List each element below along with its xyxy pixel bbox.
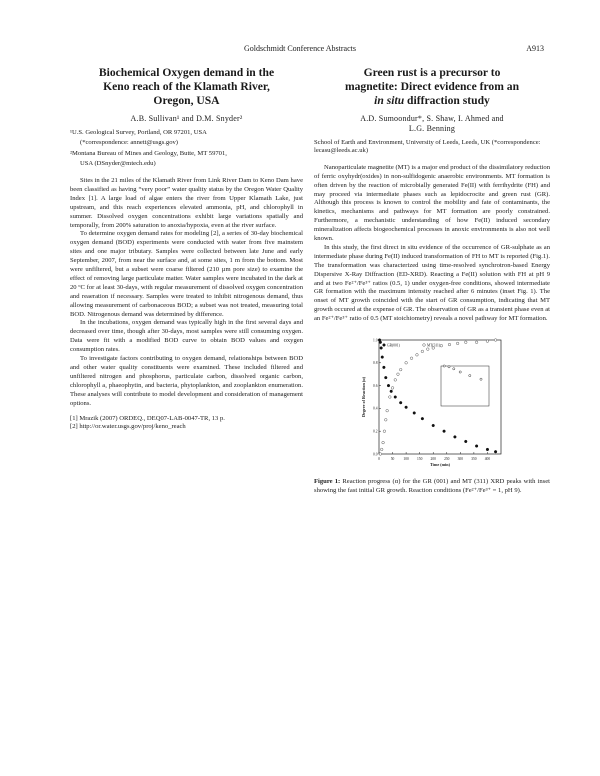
right-paragraph: In this study, the first direct in situ evidence of the occurrence of GR-sulphate as an intermediate phase during Fe(II) induced transformation of FH to MT is reported (Fig.1). The transformation was characterized using time-resolved synchrotron-based Energy Dispersive X-Ray Diffraction (ED-XRD). Reacting a Fe(II) solution with FH at pH 9 and at two Fe²⁺/Fe³⁺ ratios (0.5, 1) under oxygen-free conditions, showed intermediate GR formation with the maximum intensity reached after 6 minutes (inset Fig. 1). The onset of MT growth coincided with the start of GR consumption, indicating that MT growth occured at the expense of GR. The observation of GR as a transient phase even at an Fe²⁺/Fe³⁺ ratio of 0.5 (MT stoichiometry) reveals a novel pathway for MT formation.: [314, 243, 550, 323]
gr-data-point: [399, 402, 402, 405]
inset-frame: [441, 366, 489, 406]
mt-data-point: [383, 430, 386, 433]
mt-data-point: [416, 354, 419, 357]
mt-data-point: [486, 340, 489, 343]
page-number: A913: [526, 44, 544, 53]
gr-data-point: [383, 366, 386, 369]
right-affiliation: School of Earth and Environment, University of Leeds, Leeds, UK (*correspondence: lecasu@leeds.ac.uk): [314, 138, 541, 155]
y-tick-label: 0.6: [373, 384, 378, 389]
mt-data-point: [399, 368, 402, 371]
legend-label: GR(001): [387, 343, 400, 348]
left-title-line: Biochemical Oxygen demand in the: [98, 66, 275, 79]
gr-data-point: [475, 445, 478, 448]
y-tick-label: 0.2: [373, 429, 378, 434]
y-tick-label: 0.8: [373, 361, 378, 366]
y-tick-label: 0.0: [373, 452, 378, 457]
gr-data-point: [486, 448, 489, 451]
mt-data-point: [397, 373, 400, 376]
gr-data-point: [384, 376, 387, 379]
mt-data-point: [410, 357, 413, 360]
x-tick-label: 50: [390, 457, 395, 462]
mt-data-point: [405, 362, 408, 365]
left-title-line: Oregon, USA: [153, 94, 220, 108]
x-tick-label: 200: [430, 457, 436, 462]
gr-data-point: [380, 347, 383, 350]
x-axis-label: Time (min): [429, 462, 451, 468]
inset-data-point: [453, 368, 455, 370]
x-tick-label: 300: [457, 457, 464, 462]
gr-data-point: [432, 424, 435, 427]
mt-data-point: [386, 409, 389, 412]
left-paragraph: To determine oxygen demand rates for modeling [2], a series of 30-day biochemical oxygen demand (BOD) experiments were conducted with water from five mainstem sites and one major tributary. Samples were collected between late June and early September, 2007, from near the surface and, at some sites, 1 m from the bottom. Most were unfiltered, but a subset were coarse filtered (210 µm pore size) to examine the effect of removing large particulate matter. Water samples were incubated in the dark at 20 ºC for at least 30-days, with regular measurement of dissolved oxygen concentration and reaeration if necessary. Samples were treated to inhibit nitrogenous demand, thus allowing measurement of carbonaceous BOD; a subset was not treated, measuring total BOD. Nitrogenous demand was determined by difference.: [70, 230, 303, 318]
conference-name: Goldschmidt Conference Abstracts: [244, 44, 356, 53]
mt-data-point: [389, 396, 392, 399]
right-title-italic: in situ: [374, 94, 405, 108]
mt-data-point: [448, 343, 451, 346]
inset-data-point: [443, 365, 445, 367]
mt-data-point: [382, 441, 385, 444]
mt-data-point: [494, 339, 497, 342]
x-tick-label: 400: [484, 457, 491, 462]
caption-label: Figure 1:: [314, 478, 341, 486]
right-authors-line: A.D. Sumoondur*, S. Shaw, I. Ahmed and: [360, 113, 504, 123]
mt-data-point: [380, 448, 383, 451]
y-tick-label: 0.4: [373, 406, 378, 411]
right-authors-line: L.G. Benning: [408, 123, 456, 133]
mt-data-point: [379, 453, 382, 456]
left-authors: A.B. Sullivan¹ and D.M. Snyder²: [130, 113, 243, 123]
x-tick-label: 100: [403, 457, 409, 462]
gr-data-point: [405, 406, 408, 409]
figure-caption: [314, 478, 550, 496]
x-tick-label: 0: [378, 457, 380, 462]
right-title: [314, 66, 550, 109]
right-title-line: Green rust is a precursor to: [363, 66, 501, 79]
y-axis-label: Degree of Reaction (α): [361, 377, 366, 418]
right-paragraph: Nanoparticulate magnetite (MT) is a major end product of the dissimilatory reduction of ferric oxyhydr(oxides) in non-sulfidogenic anaerobic environments. MT formation is often driven by the reaction of microbially generated Fe(II) with ferrihydrite (FH) and may proceed via intermediate phases such as lepidocrocite and green rust (GR). Although this process is known to control the mobility and fate of contaminants, the kinetics, mechanisms and pathways for MT formation are poorly constrained. Furthermore, a mechanistic understanding of how Fe(II) induced secondary mineralization affects biogeochemical processes in anoxic environments is also not well known.: [314, 163, 550, 243]
gr-data-point: [390, 390, 393, 393]
left-affiliation-2: ²Montana Bureau of Mines and Geology, Butte, MT 59701,: [70, 149, 227, 157]
gr-data-point: [379, 341, 382, 344]
left-paragraph: Sites in the 21 miles of the Klamath River from Link River Dam to Keno Dam have been classified as having “very poor” water quality status by the Oregon Water Quality Index [1]. A large load of algae enters the river from Upper Klamath Lake, just upstream, and this reach experiences elevated ammonia, pH, and chlorophyll in summer. Dissolved oxygen concentrations exhibit large variations spatially and temporally, from 200% saturation to anoxia/hypoxia, even at the river surface.: [70, 176, 303, 229]
mt-data-point: [427, 348, 430, 351]
mt-data-point: [394, 379, 397, 382]
left-title-line: Keno reach of the Klamath River,: [103, 80, 270, 94]
right-abstract: [314, 66, 550, 496]
left-paragraph: In the incubations, oxygen demand was typically high in the first several days and decreased over time, though after 30-days, most samples were still consuming oxygen. Data were fit with a modified BOD curve to obtain BOD values and oxygen consumption rates.: [70, 319, 303, 354]
mt-data-point: [391, 387, 394, 390]
x-tick-label: 250: [444, 457, 450, 462]
reference-2: [2] http://or.water.usgs.gov/proj/keno_reach: [70, 423, 186, 431]
mt-data-point: [456, 342, 459, 345]
right-title-line: magnetite: Direct evidence from an: [344, 80, 520, 94]
gr-data-point: [421, 417, 424, 420]
inset-data-point: [448, 366, 450, 368]
mt-data-point: [464, 341, 467, 344]
caption-text: Reaction progress (α) for the GR (001) and MT (311) XRD peaks with inset showing the fast initial GR growth. Reaction conditions (Fe²⁺/Fe³⁺ = 1, pH 9).: [314, 478, 550, 495]
x-tick-label: 350: [471, 457, 477, 462]
gr-data-point: [394, 396, 397, 399]
right-title-line: diffraction study: [404, 94, 490, 108]
legend-marker: [383, 344, 386, 347]
legend-label: MT(311): [427, 343, 441, 348]
figure-1: [357, 334, 507, 472]
mt-data-point: [475, 341, 478, 344]
left-affiliation-1: ¹U.S. Geological Survey, Portland, OR 97201, USA: [70, 128, 207, 136]
right-authors: [314, 114, 550, 134]
mt-data-point: [421, 350, 424, 353]
inset-data-point: [480, 378, 482, 380]
gr-data-point: [443, 430, 446, 433]
gr-data-point: [494, 451, 497, 454]
inset-data-point: [459, 371, 461, 373]
reaction-progress-chart: [357, 334, 507, 472]
left-abstract: [70, 66, 303, 432]
gr-data-point: [387, 384, 390, 387]
mt-data-point: [440, 345, 443, 348]
left-affiliation-1-contact: (*correspondence: annett@usgs.gov): [80, 139, 178, 147]
reference-1: [1] Mrazik (2007) ORDEQ., DEQ07-LAB-0047-TR, 13 p.: [70, 414, 225, 422]
gr-data-point: [413, 412, 416, 415]
gr-data-point: [464, 440, 467, 443]
gr-data-point: [381, 356, 384, 359]
inset-data-point: [469, 375, 471, 377]
x-tick-label: 150: [416, 457, 423, 462]
left-affiliation-2-contact: USA (DSnyder@mtech.edu): [80, 160, 156, 168]
legend-marker: [423, 344, 426, 347]
y-tick-label: 1.0: [373, 338, 378, 343]
left-paragraph: To investigate factors contributing to oxygen demand, relationships between BOD and other water quality constituents were examined. These included filtered and unfiltered nitrogen and phosphorus, particulate carbon, dissolved organic carbon, chlorophyll a, phaeophytin, and bacteria, phytoplankton, and zooplankton enumeration. These analyses will contribute to model development and consideration of management options.: [70, 355, 303, 407]
left-title: [70, 66, 303, 109]
gr-data-point: [454, 436, 457, 439]
mt-data-point: [384, 419, 387, 422]
